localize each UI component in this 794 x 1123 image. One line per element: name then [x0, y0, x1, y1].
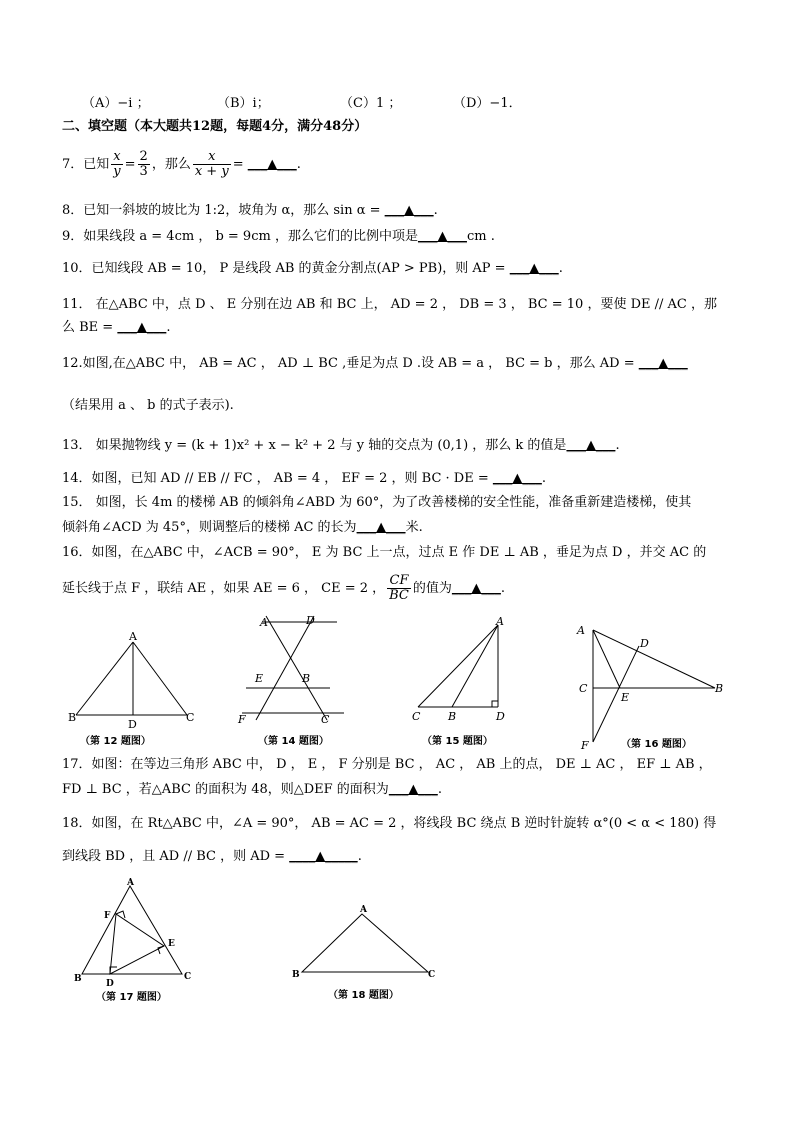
answer-blank: ___▲___: [247, 157, 297, 172]
segment-ae: [593, 630, 620, 688]
label-c: C: [321, 713, 330, 726]
figure-18: [290, 900, 450, 1005]
question-17-line1: 17．如图：在等边三角形 ABC 中， D ， E ， F 分别是 BC ， AC ， AB 上的点， DE ⊥ AC ， EF ⊥ AB ，: [62, 757, 712, 772]
label-e: E: [168, 939, 175, 949]
line-fd: [593, 646, 639, 742]
label-b: B: [68, 711, 77, 724]
label-f: F: [238, 713, 246, 726]
question-14: 14．如图，已知 AD // EB // FC ， AB = 4 ， EF = 2 ，则 BC · DE = ___▲___.: [62, 471, 546, 486]
question-10: 10．已知线段 AB = 10， P 是线段 AB 的黄金分割点(AP > PB)，则 AP = ___▲___.: [62, 261, 563, 276]
figure-14: [232, 608, 352, 748]
question-16-line2: 延长线于点 F ，联结 AE ，如果 AE = 6 ， CE = 2 ， $\frac{CF}{BC}$ 的值为___▲___.: [62, 573, 506, 603]
label-d: D: [128, 718, 137, 731]
question-12-line1: 12.如图,在△ABC 中， AB = AC ， AD ⊥ BC ,垂足为点 D .设 AB = a ， BC = b ，那么 AD = ___▲___: [62, 356, 688, 371]
label-c: C: [579, 682, 588, 695]
right-angle-mark: [492, 701, 498, 707]
figure-12: [62, 628, 202, 748]
label-b: B: [448, 710, 457, 723]
label-d: D: [496, 710, 505, 723]
figure-16: [575, 620, 735, 750]
label-c: C: [428, 970, 436, 980]
label-f: F: [581, 739, 589, 752]
transversal-ac: [266, 616, 327, 720]
caption-18: （第 18 题图）: [328, 990, 399, 1001]
question-18-line2: 到线段 BD ，且 AD // BC ，则 AD = ____▲_____.: [62, 849, 362, 864]
question-17-line2: FD ⊥ BC ，若△ABC 的面积为 48，则△DEF 的面积为___▲___.: [62, 782, 442, 797]
right-angle-e: [158, 946, 164, 954]
figure-15: [408, 615, 518, 750]
label-b: B: [74, 974, 82, 984]
label-a: A: [129, 630, 137, 643]
question-8: 8．已知一斜坡的坡比为 1:2，坡角为 α，那么 sin α = ___▲___.: [62, 203, 438, 218]
option-a: （A）−i ；: [82, 96, 150, 111]
label-d: D: [640, 637, 649, 650]
question-16-line1: 16．如图，在△ABC 中，∠ACB = 90°， E 为 BC 上一点，过点 E 作 DE ⊥ AB ，垂足为点 D ，并交 AC 的: [62, 545, 707, 560]
option-c: （C）1 ；: [340, 96, 402, 111]
stair-ac: [418, 625, 498, 707]
question-12-line2: （结果用 a 、 b 的式子表示).: [62, 398, 234, 413]
question-7: 7．已知 $\frac{x}{y}$ = $\frac{2}{3}$ ，那么 $\frac{x}{x + y}$ = ___▲___.: [62, 149, 301, 179]
edge-ac: [133, 642, 187, 715]
question-18-line1: 18．如图，在 Rt△ABC 中，∠A = 90°， AB = AC = 2 ，将线段 BC 绕点 B 逆时针旋转 α°(0 < α < 180) 得: [62, 816, 717, 831]
label-a: A: [260, 616, 268, 629]
label-b: B: [292, 970, 300, 980]
question-13: 13． 如果抛物线 y = (k + 1)x² + x − k² + 2 与 y 轴的交点为 (0,1) ，那么 k 的值是___▲___.: [62, 438, 620, 453]
label-a: A: [577, 624, 585, 637]
question-15-line1: 15． 如图，长 4m 的楼梯 AB 的倾斜角∠ABD 为 60°，为了改善楼梯的安全性能，准备重新建造楼梯，使其: [62, 495, 692, 510]
label-c: C: [186, 711, 195, 724]
label-d: D: [106, 979, 114, 989]
label-c: C: [412, 710, 421, 723]
triangle-def: [110, 914, 164, 974]
option-d: （D）−1．: [453, 96, 522, 111]
triangle-abc: [302, 914, 428, 972]
caption-12: （第 12 题图）: [80, 736, 151, 747]
figure-17: [72, 876, 212, 1004]
label-e: E: [621, 691, 630, 704]
edge-ab: [593, 630, 715, 688]
option-b: （B）i；: [217, 96, 270, 111]
stair-ab: [452, 625, 498, 707]
caption-14: （第 14 题图）: [258, 736, 329, 747]
label-b: B: [715, 682, 724, 695]
transversal-df: [256, 616, 314, 720]
question-11-line1: 11． 在△ABC 中，点 D 、 E 分别在边 AB 和 BC 上， AD = 2 ， DB = 3 ， BC = 10 ，要使 DE // AC ，那: [62, 297, 718, 312]
label-b: B: [302, 672, 311, 685]
label-d: D: [306, 614, 315, 627]
label-a: A: [496, 615, 504, 628]
triangle-abc: [82, 886, 182, 974]
edge-ab: [76, 642, 133, 715]
label-c: C: [184, 972, 192, 982]
label-a: A: [360, 905, 367, 915]
label-e: E: [255, 672, 264, 685]
caption-16: （第 16 题图）: [621, 739, 692, 750]
label-f: F: [104, 911, 111, 921]
question-15-line2: 倾斜角∠ACD 为 45°，则调整后的楼梯 AC 的长为___▲___米.: [62, 520, 423, 535]
question-9: 9．如果线段 a = 4cm ， b = 9cm ，那么它们的比例中项是___▲___cm .: [62, 229, 495, 244]
question-11-line2: 么 BE = ___▲___.: [62, 320, 171, 335]
section-title: 二、填空题（本大题共12题，每题4分，满分48分）: [62, 119, 368, 134]
label-a: A: [127, 878, 134, 888]
caption-17: （第 17 题图）: [96, 992, 167, 1003]
caption-15: （第 15 题图）: [422, 736, 493, 747]
